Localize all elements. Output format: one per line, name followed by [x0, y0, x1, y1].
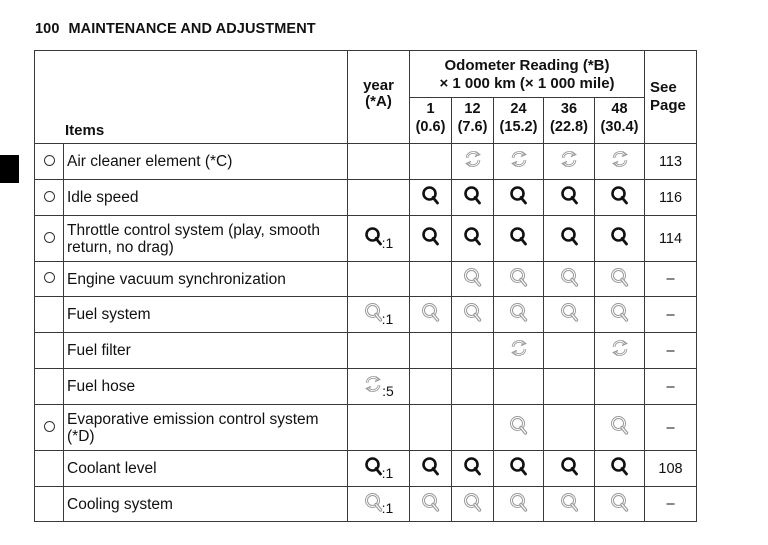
odometer-interval-cell	[544, 333, 595, 369]
inspect-dealer-icon	[610, 492, 629, 517]
see-page-reference: –	[645, 297, 697, 333]
odometer-interval-cell	[410, 180, 452, 216]
inspect-owner-icon	[560, 456, 579, 481]
emission-mark-cell	[35, 180, 64, 216]
odometer-col-48: 48 (30.4)	[595, 98, 645, 144]
page-header	[35, 21, 316, 37]
see-page-reference: –	[645, 487, 697, 522]
inspect-owner-icon	[610, 226, 629, 251]
see-page-reference: –	[645, 262, 697, 297]
odometer-interval-cell	[452, 369, 494, 405]
see-page-reference: –	[645, 333, 697, 369]
item-name: Evaporative emission control system (*D)	[64, 405, 348, 451]
odometer-interval-cell	[410, 262, 452, 297]
odometer-interval-cell	[544, 487, 595, 522]
odometer-interval-cell	[410, 333, 452, 369]
inspect-dealer-icon	[463, 302, 482, 327]
schedule-row	[35, 262, 697, 297]
item-name: Cooling system	[64, 487, 348, 522]
replace-dealer-icon	[463, 149, 483, 174]
odometer-interval-cell	[544, 262, 595, 297]
odometer-col-12: 12 (7.6)	[452, 98, 494, 144]
see-page-reference: 116	[645, 180, 697, 216]
odometer-interval-cell	[544, 144, 595, 180]
emission-related-circle-icon	[44, 232, 55, 243]
odometer-interval-cell	[410, 297, 452, 333]
odometer-interval-cell	[595, 487, 645, 522]
odometer-interval-cell	[452, 180, 494, 216]
emission-mark-cell	[35, 333, 64, 369]
item-name: Throttle control system (play, smooth return, no drag)	[64, 216, 348, 262]
inspect-dealer-icon	[610, 302, 629, 327]
inspect-owner-icon	[610, 185, 629, 210]
year-interval-cell	[348, 333, 410, 369]
odometer-interval-cell	[494, 333, 544, 369]
emission-mark-cell	[35, 487, 64, 522]
inspect-owner-icon	[421, 456, 440, 481]
replace-dealer-icon	[509, 338, 529, 363]
inspect-dealer-icon	[560, 302, 579, 327]
inspect-owner-icon	[463, 226, 482, 251]
odometer-interval-cell	[452, 487, 494, 522]
maintenance-schedule-table	[34, 50, 697, 522]
odometer-interval-cell	[494, 144, 544, 180]
odometer-interval-cell	[494, 297, 544, 333]
inspect-dealer-icon	[509, 267, 528, 292]
year-column-header: year (*A)	[348, 51, 410, 144]
odometer-col-24: 24 (15.2)	[494, 98, 544, 144]
emission-related-circle-icon	[44, 421, 55, 432]
emission-mark-cell	[35, 451, 64, 487]
item-name: Fuel hose	[64, 369, 348, 405]
emission-mark-cell	[35, 369, 64, 405]
odometer-interval-cell	[544, 369, 595, 405]
inspect-dealer-icon	[509, 302, 528, 327]
odometer-interval-cell	[494, 405, 544, 451]
year-interval-cell	[348, 297, 410, 333]
schedule-row	[35, 369, 697, 405]
inspect-dealer-icon	[610, 415, 629, 440]
inspect-owner-icon	[509, 226, 528, 251]
replace-dealer-icon	[509, 149, 529, 174]
schedule-row	[35, 451, 697, 487]
item-name: Engine vacuum synchronization	[64, 262, 348, 297]
year-interval-value: :1	[381, 234, 394, 251]
odometer-interval-cell	[494, 180, 544, 216]
odometer-interval-cell	[544, 216, 595, 262]
item-name: Coolant level	[64, 451, 348, 487]
odometer-interval-cell	[452, 262, 494, 297]
odometer-interval-cell	[410, 144, 452, 180]
odometer-interval-cell	[452, 451, 494, 487]
items-column-header: Items	[35, 51, 348, 144]
odometer-interval-cell	[410, 451, 452, 487]
odometer-interval-cell	[410, 216, 452, 262]
odometer-interval-cell	[494, 487, 544, 522]
item-name: Air cleaner element (*C)	[64, 144, 348, 180]
see-page-reference: –	[645, 369, 697, 405]
odometer-interval-cell	[452, 405, 494, 451]
odometer-interval-cell	[410, 369, 452, 405]
year-interval-value: :5	[382, 382, 394, 399]
year-interval-cell	[348, 487, 410, 522]
section-thumb-tab	[0, 155, 19, 183]
odometer-interval-cell	[544, 451, 595, 487]
inspect-owner-icon	[364, 456, 383, 481]
inspect-owner-icon	[560, 185, 579, 210]
odometer-interval-cell	[494, 216, 544, 262]
emission-mark-cell	[35, 297, 64, 333]
odometer-interval-cell	[544, 405, 595, 451]
item-name: Idle speed	[64, 180, 348, 216]
odometer-interval-cell	[595, 262, 645, 297]
emission-mark-cell	[35, 405, 64, 451]
schedule-row	[35, 216, 697, 262]
odometer-interval-cell	[595, 369, 645, 405]
year-interval-value: :1	[381, 464, 394, 481]
schedule-row	[35, 297, 697, 333]
odometer-interval-cell	[595, 451, 645, 487]
inspect-owner-icon	[463, 456, 482, 481]
year-interval-cell	[348, 216, 410, 262]
odometer-col-36: 36 (22.8)	[544, 98, 595, 144]
year-interval-cell	[348, 369, 410, 405]
see-page-reference: 108	[645, 451, 697, 487]
inspect-dealer-icon	[364, 492, 383, 517]
year-interval-cell	[348, 180, 410, 216]
odometer-interval-cell	[494, 369, 544, 405]
emission-mark-cell	[35, 144, 64, 180]
odometer-interval-cell	[452, 333, 494, 369]
odometer-interval-cell	[595, 144, 645, 180]
emission-related-circle-icon	[44, 272, 55, 283]
emission-mark-cell	[35, 216, 64, 262]
odometer-interval-cell	[410, 405, 452, 451]
item-name: Fuel system	[64, 297, 348, 333]
section-title: MAINTENANCE AND ADJUSTMENT	[68, 21, 316, 37]
emission-related-circle-icon	[44, 191, 55, 202]
page-number: 100	[35, 21, 60, 37]
odometer-interval-cell	[595, 216, 645, 262]
see-page-reference: 113	[645, 144, 697, 180]
inspect-owner-icon	[421, 226, 440, 251]
inspect-dealer-icon	[421, 302, 440, 327]
year-interval-value: :1	[381, 500, 394, 517]
odometer-interval-cell	[595, 333, 645, 369]
replace-dealer-icon	[559, 149, 579, 174]
inspect-dealer-icon	[509, 492, 528, 517]
inspect-dealer-icon	[463, 492, 482, 517]
year-interval-cell	[348, 262, 410, 297]
odometer-col-1: 1 (0.6)	[410, 98, 452, 144]
inspect-owner-icon	[421, 185, 440, 210]
odometer-interval-cell	[452, 297, 494, 333]
schedule-row	[35, 487, 697, 522]
odometer-interval-cell	[494, 451, 544, 487]
schedule-row	[35, 180, 697, 216]
inspect-dealer-icon	[421, 492, 440, 517]
odometer-interval-cell	[452, 144, 494, 180]
inspect-owner-icon	[364, 226, 383, 251]
odometer-interval-cell	[595, 405, 645, 451]
replace-dealer-icon	[610, 149, 630, 174]
inspect-owner-icon	[560, 226, 579, 251]
inspect-owner-icon	[610, 456, 629, 481]
replace-dealer-icon	[610, 338, 630, 363]
inspect-owner-icon	[509, 185, 528, 210]
odometer-interval-cell	[494, 262, 544, 297]
inspect-dealer-icon	[560, 267, 579, 292]
schedule-row	[35, 144, 697, 180]
inspect-dealer-icon	[560, 492, 579, 517]
year-interval-value: :1	[381, 310, 394, 327]
year-interval-cell	[348, 144, 410, 180]
see-page-column-header: See Page	[645, 51, 697, 144]
schedule-row	[35, 405, 697, 451]
schedule-row	[35, 333, 697, 369]
year-interval-cell	[348, 451, 410, 487]
inspect-owner-icon	[509, 456, 528, 481]
inspect-dealer-icon	[364, 302, 383, 327]
year-interval-cell	[348, 405, 410, 451]
see-page-reference: –	[645, 405, 697, 451]
emission-mark-cell	[35, 262, 64, 297]
inspect-dealer-icon	[509, 415, 528, 440]
odometer-interval-cell	[595, 297, 645, 333]
see-page-reference: 114	[645, 216, 697, 262]
item-name: Fuel filter	[64, 333, 348, 369]
inspect-dealer-icon	[463, 267, 482, 292]
odometer-interval-cell	[410, 487, 452, 522]
odometer-interval-cell	[544, 180, 595, 216]
odometer-interval-cell	[452, 216, 494, 262]
odometer-interval-cell	[544, 297, 595, 333]
emission-related-circle-icon	[44, 155, 55, 166]
odometer-interval-cell	[595, 180, 645, 216]
odometer-reading-header: Odometer Reading (*B) × 1 000 km (× 1 000 mile)	[410, 51, 645, 98]
inspect-owner-icon	[463, 185, 482, 210]
inspect-dealer-icon	[610, 267, 629, 292]
replace-dealer-icon	[363, 374, 383, 399]
